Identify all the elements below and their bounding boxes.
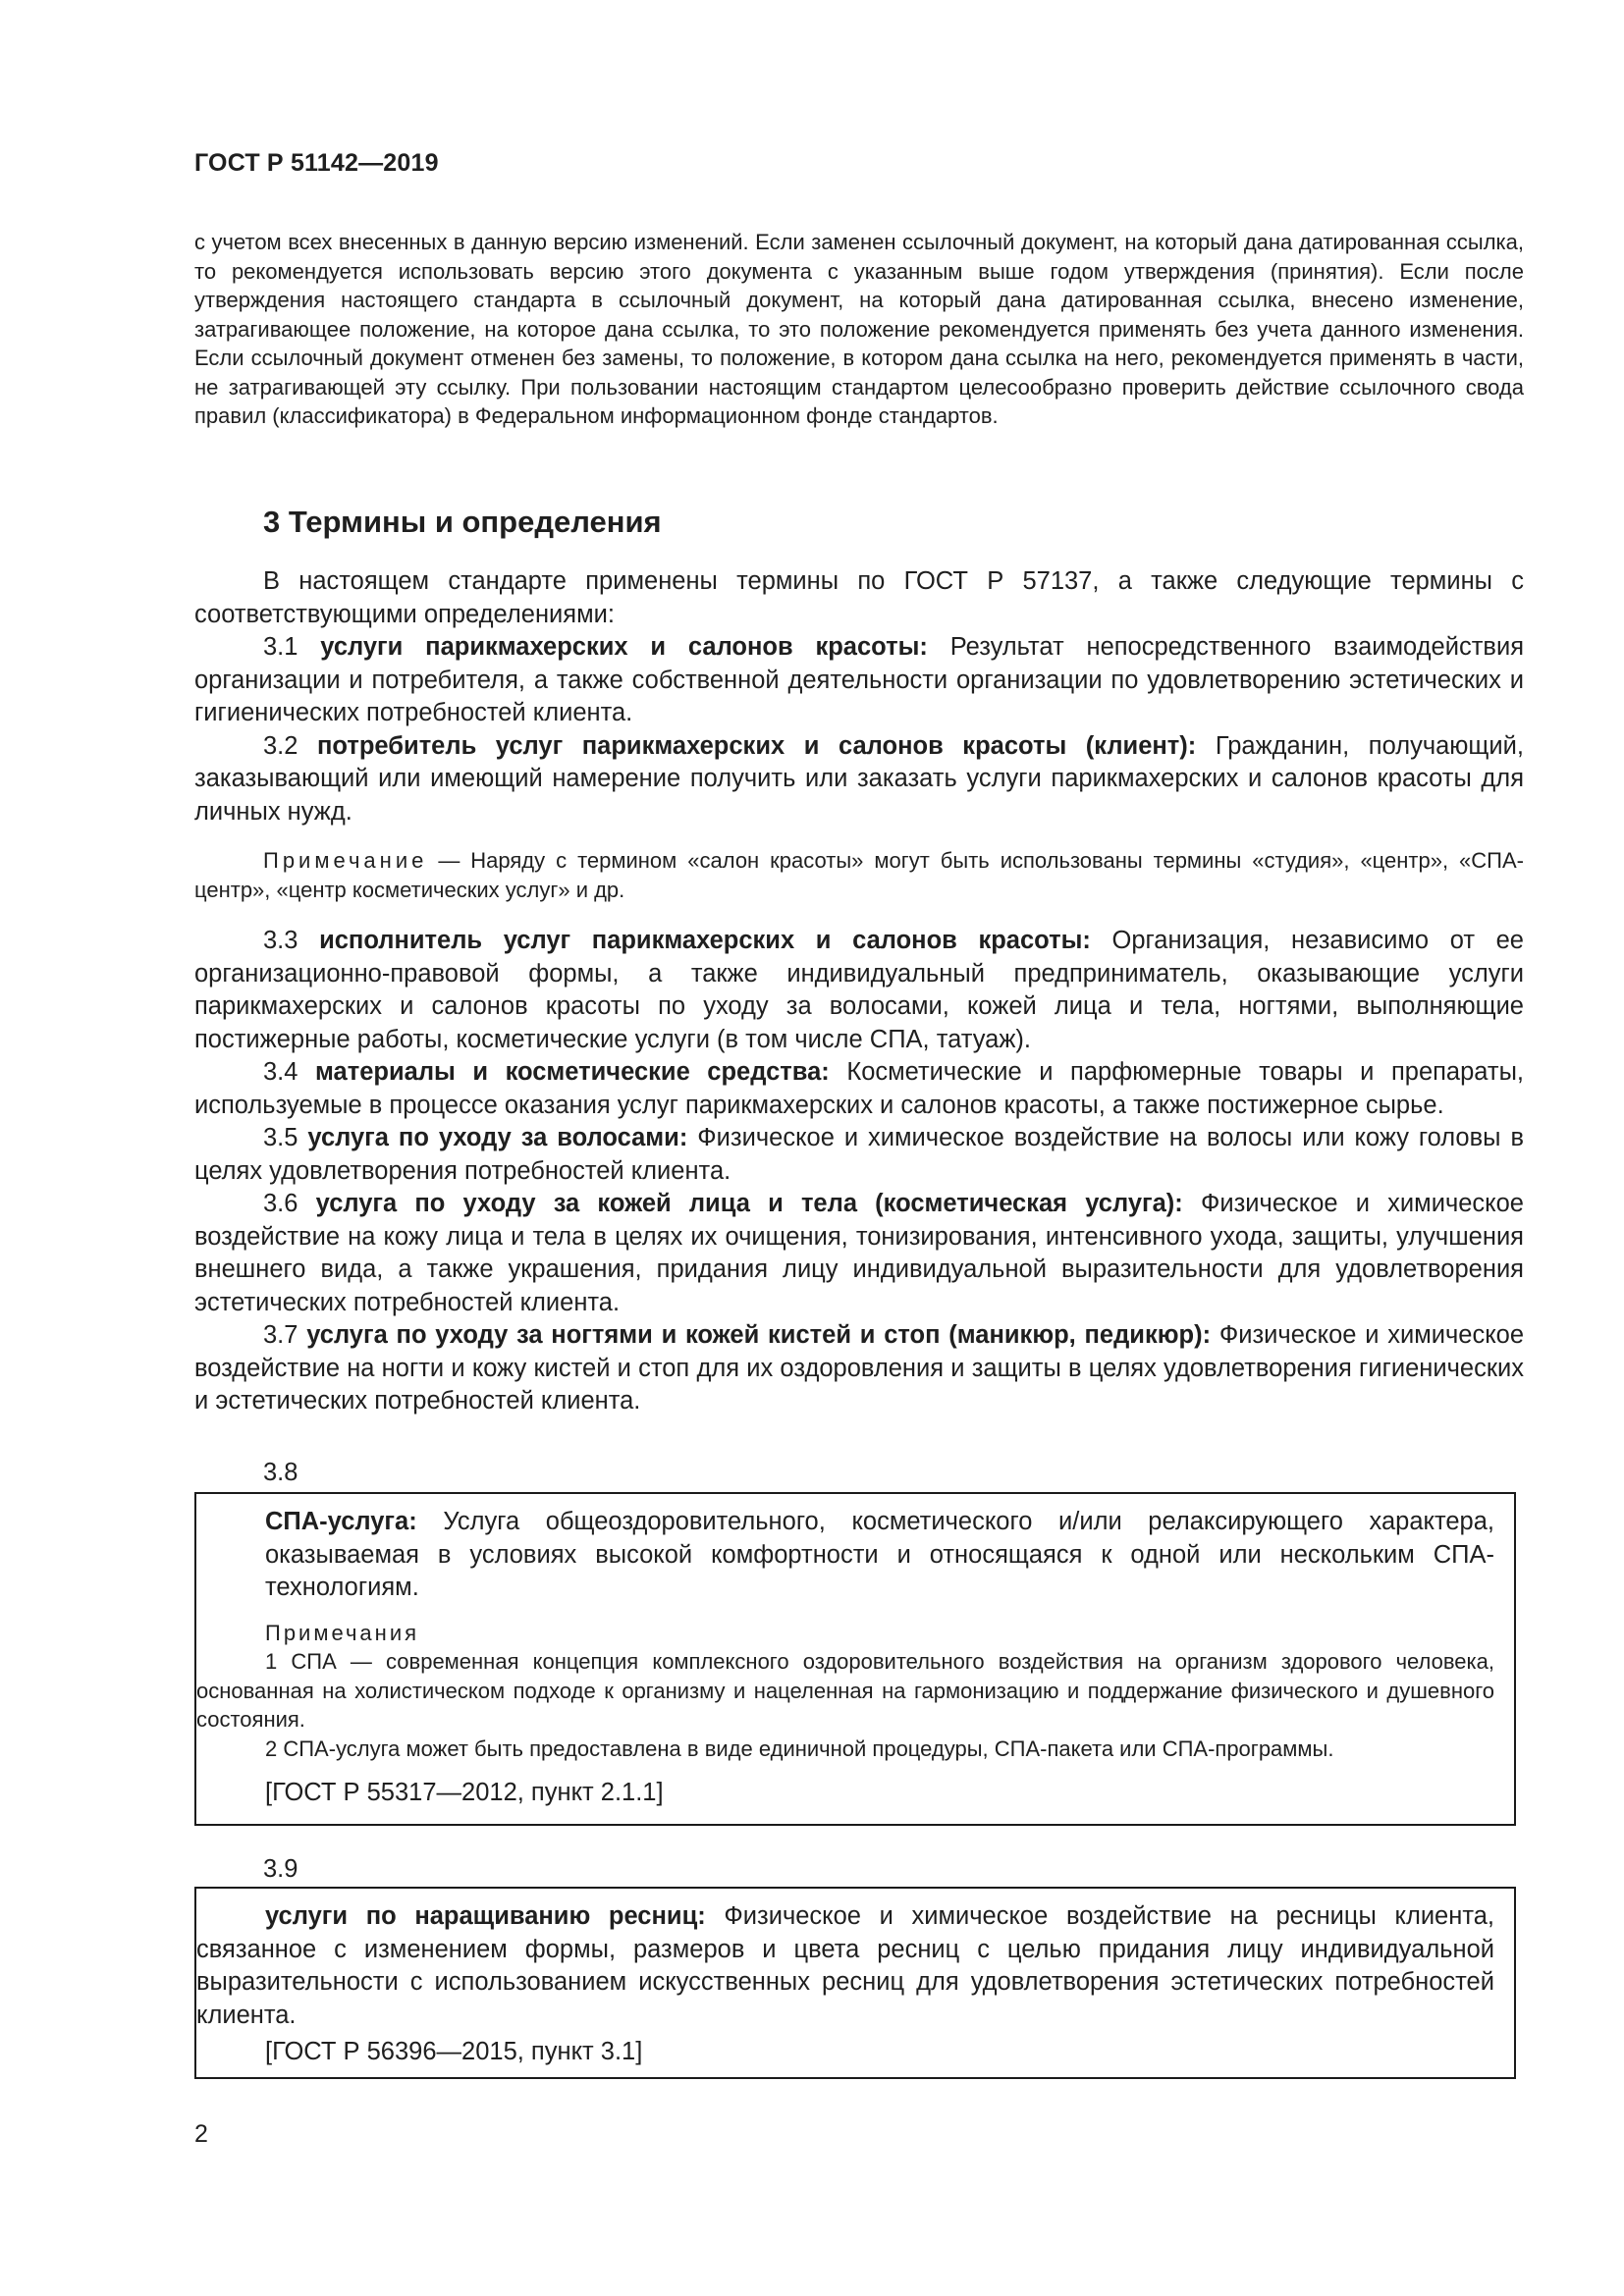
term-number: 3.7 xyxy=(263,1321,298,1349)
term-number: 3.1 xyxy=(263,633,298,661)
term-definition: Организация, независимо от ее организационно-правовой формы, а также индивидуальный предприниматель, оказывающие услуги парикмахерских и салонов красоты по уходу за волосами, кожей лица и тела, ногтями, выполняющие постижерные работы, косметические услуги (в том числе СПА, татуаж). xyxy=(194,927,1524,1053)
document-header: ГОСТ Р 51142—2019 xyxy=(194,149,439,177)
term-3-3 xyxy=(194,925,1524,1056)
term-definition: Услуга общеоздоровительного, косметического и/или релаксирующего характера, оказываемая в условиях высокой комфортности и относящаяся к одной или нескольким СПА-технологиям. xyxy=(265,1508,1494,1601)
term-3-9-text xyxy=(196,1900,1494,2032)
term-name: исполнитель услуг парикмахерских и салонов красоты: xyxy=(319,927,1091,954)
term-definition: Физическое и химическое воздействие на волосы или кожу головы в целях удовлетворения потребностей клиента. xyxy=(194,1124,1524,1185)
section-lead: В настоящем стандарте применены термины по ГОСТ Р 57137, а также следующие термины с соответствующими определениями: xyxy=(194,567,1524,628)
term-name: услуги по наращиванию ресниц: xyxy=(265,1902,706,1930)
section-title: 3 Термины и определения xyxy=(263,505,662,539)
notes-label: Примечания xyxy=(265,1620,420,1645)
term-definition: Физическое и химическое воздействие на ногти и кожу кистей и стоп для их оздоровления и защиты в целях удовлетворения гигиенических и эстетических потребностей клиента. xyxy=(194,1321,1524,1415)
terms-block-1 xyxy=(194,565,1524,828)
term-3-8-source: [ГОСТ Р 55317—2012, пункт 2.1.1] xyxy=(265,1779,664,1806)
intro-paragraph: с учетом всех внесенных в данную версию изменений. Если заменен ссылочный документ, на который дана датированная ссылка, то рекомендуется использовать версию этого документа с указанным выше годом утверждения (принятия). Если после утверждения настоящего стандарта в ссылочный документ, на который дана датированная ссылка, внесено изменение, затрагивающее положение, на которое дана ссылка, то это положение рекомендуется применять без учета данного изменения. Если ссылочный документ отменен без замены, то положение, в котором дана ссылка на него, рекомендуется применять в части, не затрагивающей эту ссылку. При пользовании настоящим стандартом целесообразно проверить действие ссылочного свода правил (классификатора) в Федеральном информационном фонде стандартов. xyxy=(194,230,1524,428)
term-definition: Гражданин, получающий, заказывающий или имеющий намерение получить или заказать услуги парикмахерских и салонов красоты для личных нужд. xyxy=(194,731,1524,826)
term-name: услуга по уходу за волосами: xyxy=(307,1124,688,1151)
term-3-8-text xyxy=(265,1506,1494,1605)
term-3-8-box xyxy=(194,1492,1516,1826)
term-3-9-source: [ГОСТ Р 56396—2015, пункт 3.1] xyxy=(265,2038,643,2065)
term-definition: Физическое и химическое воздействие на кожу лица и тела в целях их очищения, тонизирования, интенсивного ухода, защиты, улучшения внешнего вида, а также украшения, придания лицу индивидуальной выразительности для удовлетворения эстетических потребностей клиента. xyxy=(194,1190,1524,1316)
term-3-2 xyxy=(194,730,1524,829)
term-number: 3.5 xyxy=(263,1124,298,1151)
page-number: 2 xyxy=(194,2120,208,2148)
term-definition: Физическое и химическое воздействие на ресницы клиента, связанное с изменением формы, размеров и цвета ресниц с целью придания лицу индивидуальной выразительности с использованием искусственных ресниц для удовлетворения эстетических потребностей клиента. xyxy=(196,1902,1494,2029)
note-text: — Наряду с термином «салон красоты» могут быть использованы термины «студия», «центр», «СПА-центр», «центр косметических услуг» и др. xyxy=(194,848,1524,902)
term-number: 3.3 xyxy=(263,927,298,954)
term-definition: Косметические и парфюмерные товары и препараты, используемые в процессе оказания услуг парикмахерских и салонов красоты, а также постижерное сырье. xyxy=(194,1058,1525,1119)
term-name: услуга по уходу за ногтями и кожей кистей и стоп (маникюр, педикюр): xyxy=(306,1321,1212,1349)
term-3-8-number: 3.8 xyxy=(263,1459,298,1486)
term-definition: Результат непосредственного взаимодействия организации и потребителя, а также собственной деятельности организации по удовлетворению эстетических и гигиенических потребностей клиента. xyxy=(194,633,1524,726)
term-3-7 xyxy=(194,1319,1524,1418)
term-name: материалы и косметические средства: xyxy=(315,1058,830,1086)
term-3-5 xyxy=(194,1122,1524,1188)
terms-block-2 xyxy=(194,925,1524,1418)
term-3-9-number: 3.9 xyxy=(263,1855,298,1883)
note-1: 1 СПА — современная концепция комплексного оздоровительного воздействия на организм здорового человека, основанная на холистическом подходе к организму и нацеленная на гармонизацию и поддержание физического и душевного состояния. xyxy=(196,1649,1494,1732)
term-3-6 xyxy=(194,1188,1524,1319)
term-name: услуга по уходу за кожей лица и тела (косметическая услуга): xyxy=(315,1190,1183,1217)
note-2: 2 СПА-услуга может быть предоставлена в виде единичной процедуры, СПА-пакета или СПА-программы. xyxy=(265,1735,1334,1761)
term-number: 3.4 xyxy=(263,1058,298,1086)
term-3-4 xyxy=(194,1056,1524,1122)
term-name: СПА-услуга: xyxy=(265,1508,417,1535)
term-number: 3.2 xyxy=(263,731,298,760)
term-number: 3.6 xyxy=(263,1190,298,1217)
note-label: Примечание xyxy=(263,848,428,873)
term-3-1 xyxy=(194,631,1524,730)
term-3-9-box xyxy=(194,1887,1516,2079)
term-name: потребитель услуг парикмахерских и салонов красоты (клиент): xyxy=(317,731,1197,760)
term-name: услуги парикмахерских и салонов красоты: xyxy=(320,633,928,661)
note-3-2 xyxy=(194,846,1524,904)
